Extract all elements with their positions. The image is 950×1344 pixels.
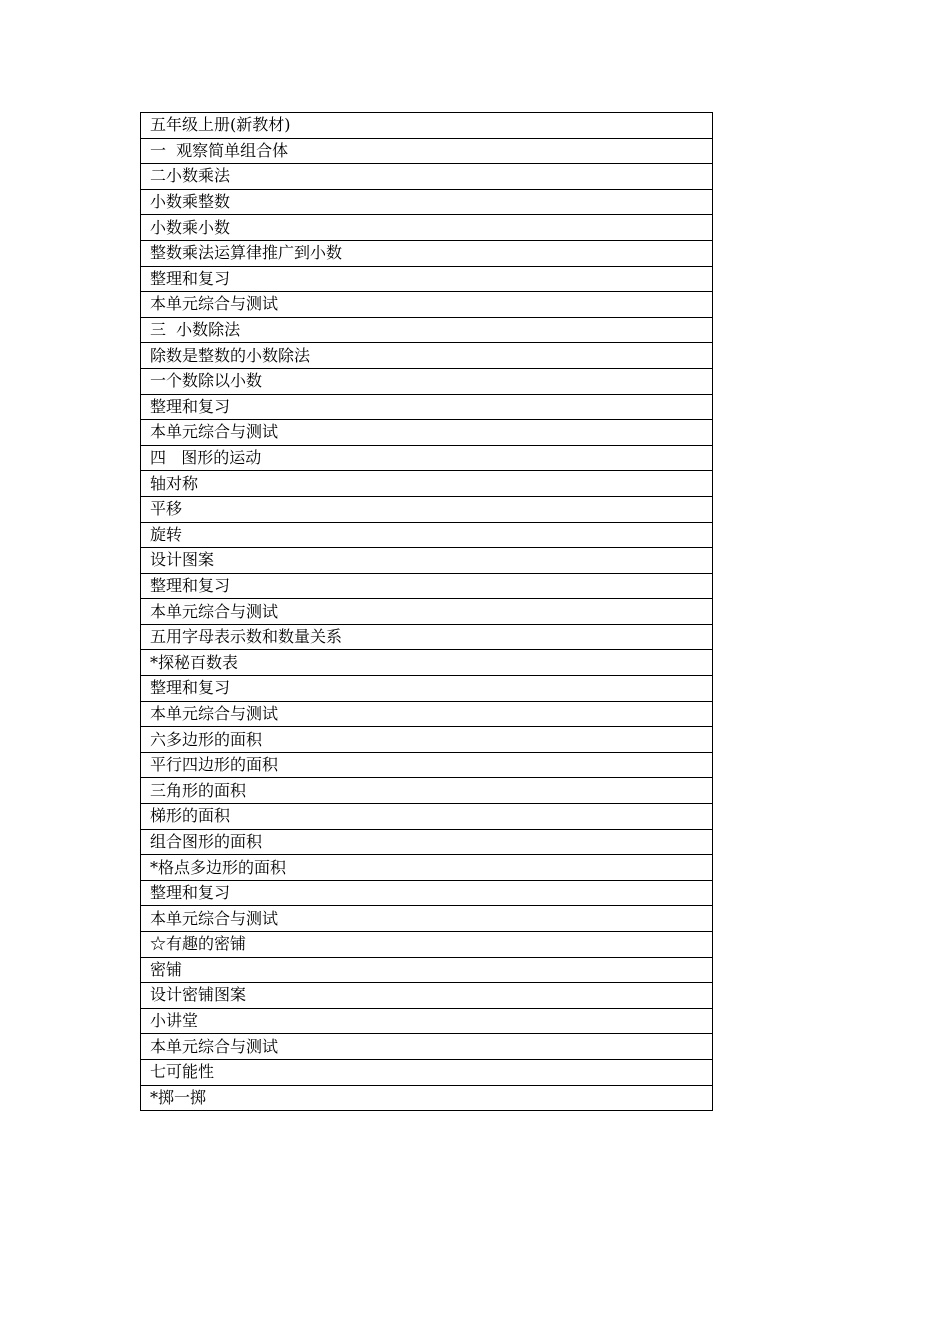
- table-cell: 本单元综合与测试: [141, 906, 713, 932]
- table-cell: 整理和复习: [141, 880, 713, 906]
- table-row: [141, 752, 713, 778]
- table-row: [141, 1034, 713, 1060]
- table-row: [141, 932, 713, 958]
- table-cell: 本单元综合与测试: [141, 292, 713, 318]
- table-row: [141, 701, 713, 727]
- table-cell: 本单元综合与测试: [141, 1034, 713, 1060]
- table-row: [141, 292, 713, 318]
- table-row: [141, 804, 713, 830]
- table-cell: 四 图形的运动: [141, 445, 713, 471]
- table-cell: ☆有趣的密铺: [141, 932, 713, 958]
- table-row: [141, 855, 713, 881]
- table-cell: 整理和复习: [141, 676, 713, 702]
- table-row: [141, 957, 713, 983]
- table-row: [141, 1085, 713, 1111]
- table-cell: 设计图案: [141, 548, 713, 574]
- table-row: [141, 420, 713, 446]
- table-cell: 小讲堂: [141, 1008, 713, 1034]
- table-cell: 组合图形的面积: [141, 829, 713, 855]
- table-cell: 本单元综合与测试: [141, 420, 713, 446]
- table-cell: 旋转: [141, 522, 713, 548]
- table-cell: 整理和复习: [141, 266, 713, 292]
- table-cell: *格点多边形的面积: [141, 855, 713, 881]
- table-cell: *掷一掷: [141, 1085, 713, 1111]
- table-row: [141, 548, 713, 574]
- table-row: [141, 727, 713, 753]
- table-row: [141, 599, 713, 625]
- table-row: [141, 829, 713, 855]
- table-row: [141, 343, 713, 369]
- table-cell: 梯形的面积: [141, 804, 713, 830]
- table-cell: 二小数乘法: [141, 164, 713, 190]
- table-row: [141, 522, 713, 548]
- contents-table: [140, 112, 713, 1111]
- table-row: [141, 394, 713, 420]
- table-row: [141, 471, 713, 497]
- contents-table-body: [141, 113, 713, 1111]
- table-cell: 本单元综合与测试: [141, 701, 713, 727]
- table-cell: 密铺: [141, 957, 713, 983]
- table-cell: 平移: [141, 496, 713, 522]
- table-row: [141, 650, 713, 676]
- table-cell: 七可能性: [141, 1059, 713, 1085]
- table-cell: 一个数除以小数: [141, 368, 713, 394]
- table-cell: 设计密铺图案: [141, 983, 713, 1009]
- table-row: [141, 1059, 713, 1085]
- table-cell: 小数乘小数: [141, 215, 713, 241]
- table-row: [141, 138, 713, 164]
- table-row: [141, 573, 713, 599]
- table-row: [141, 266, 713, 292]
- table-cell: 整理和复习: [141, 573, 713, 599]
- table-row: [141, 189, 713, 215]
- table-row: [141, 113, 713, 139]
- table-row: [141, 906, 713, 932]
- table-cell: 三角形的面积: [141, 778, 713, 804]
- table-cell: 轴对称: [141, 471, 713, 497]
- table-row: [141, 445, 713, 471]
- table-cell: 一 观察简单组合体: [141, 138, 713, 164]
- table-row: [141, 624, 713, 650]
- table-cell: 三 小数除法: [141, 317, 713, 343]
- table-row: [141, 496, 713, 522]
- table-row: [141, 368, 713, 394]
- table-row: [141, 240, 713, 266]
- table-row: [141, 1008, 713, 1034]
- table-row: [141, 983, 713, 1009]
- table-cell: 整理和复习: [141, 394, 713, 420]
- table-row: [141, 778, 713, 804]
- table-cell: 六多边形的面积: [141, 727, 713, 753]
- table-row: [141, 317, 713, 343]
- table-cell: 五年级上册(新教材): [141, 113, 713, 139]
- table-cell: 除数是整数的小数除法: [141, 343, 713, 369]
- table-cell: 五用字母表示数和数量关系: [141, 624, 713, 650]
- table-row: [141, 215, 713, 241]
- table-row: [141, 164, 713, 190]
- table-cell: *探秘百数表: [141, 650, 713, 676]
- table-cell: 小数乘整数: [141, 189, 713, 215]
- table-row: [141, 880, 713, 906]
- table-cell: 平行四边形的面积: [141, 752, 713, 778]
- table-row: [141, 676, 713, 702]
- table-cell: 整数乘法运算律推广到小数: [141, 240, 713, 266]
- table-cell: 本单元综合与测试: [141, 599, 713, 625]
